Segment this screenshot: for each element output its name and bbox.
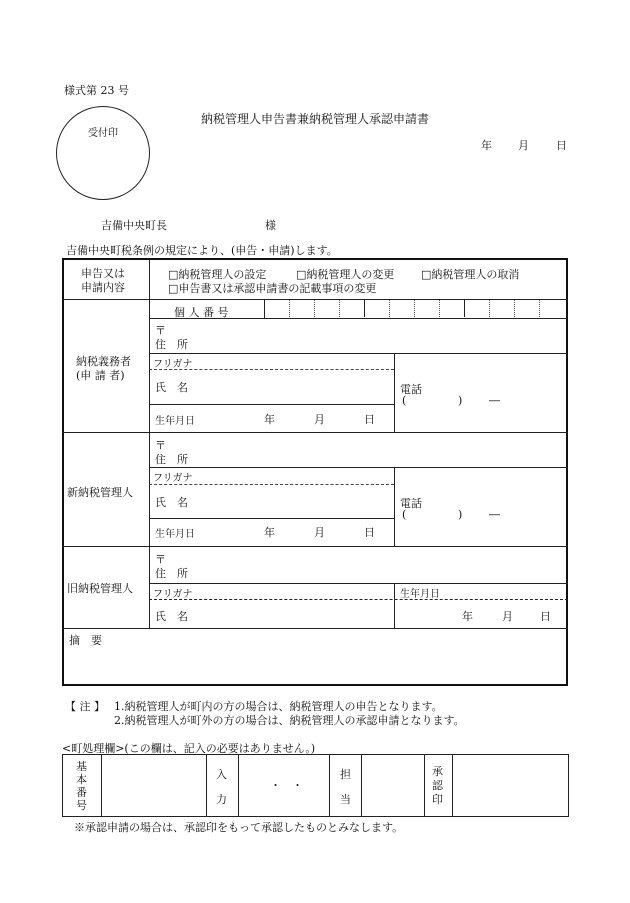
new-agent-phone-open: (	[402, 508, 407, 521]
taxpayer-label-1: 納税義務者	[76, 355, 131, 368]
footnote: ※承認申請の場合は、承認印をもって承認したものとみなします。	[74, 821, 404, 834]
option-set-agent[interactable]: □納税管理人の設定	[168, 268, 267, 281]
document-title: 納税管理人申告書兼納税管理人承認申請書	[201, 112, 430, 126]
old-agent-birth-label: 生年月日	[400, 589, 440, 600]
taxpayer-birth-year: 年	[264, 413, 275, 426]
taxpayer-birth-month: 月	[314, 413, 325, 426]
date-day: 日	[556, 139, 567, 152]
new-agent-birth-label: 生年月日	[155, 529, 195, 540]
option-change-agent[interactable]: □納税管理人の変更	[296, 268, 395, 281]
summary-label: 摘 要	[69, 634, 102, 647]
intro-text: 吉備中央町税条例の規定により、(申告・申請)します。	[66, 244, 338, 257]
reception-stamp-label: 受付印	[88, 128, 118, 139]
option-change-entries[interactable]: □申告書又は承認申請書の記載事項の変更	[168, 282, 377, 295]
input-char-1: 入	[216, 768, 227, 781]
taxpayer-birth-label: 生年月日	[155, 416, 195, 427]
input-date-dots: ・ ・	[270, 779, 303, 792]
addressee-honorific: 様	[265, 219, 276, 232]
new-agent-name-label: 氏 名	[155, 496, 188, 509]
approval-char-3: 印	[432, 793, 443, 806]
main-form-table	[62, 258, 568, 686]
old-agent-address-label: 住 所	[155, 567, 188, 580]
note-2: 2.納税管理人が町外の方の場合は、納税管理人の承認申請となります。	[114, 714, 465, 727]
taxpayer-postal-mark: 〒	[155, 324, 166, 337]
date-year: 年	[481, 139, 492, 152]
new-agent-phone-dash: ―	[489, 508, 500, 521]
old-agent-birth-day: 日	[540, 610, 551, 623]
new-agent-phone-label: 電話	[400, 497, 422, 510]
taxpayer-phone-label: 電話	[400, 383, 422, 396]
staff-char-1: 担	[340, 768, 351, 781]
taxpayer-name-label: 氏 名	[155, 381, 188, 394]
old-agent-postal-mark: 〒	[155, 553, 166, 566]
taxpayer-label-2: (申 請 者)	[76, 369, 125, 382]
new-agent-address-label: 住 所	[155, 453, 188, 466]
request-label-1: 申告又は	[81, 267, 125, 280]
basic-no-char-2: 本	[76, 773, 87, 786]
old-agent-name-label: 氏 名	[155, 610, 188, 623]
new-agent-phone-close: )	[458, 508, 463, 521]
taxpayer-phone-open: (	[402, 394, 407, 407]
old-agent-birth-year: 年	[462, 610, 473, 623]
date-month: 月	[518, 139, 529, 152]
new-agent-birth-year: 年	[264, 526, 275, 539]
basic-no-char-4: 号	[76, 799, 87, 812]
staff-char-2: 当	[340, 793, 351, 806]
old-agent-birth-month: 月	[502, 610, 513, 623]
basic-no-char-3: 番	[76, 786, 87, 799]
old-agent-label: 旧納税管理人	[67, 582, 133, 595]
office-heading: <町処理欄>(この欄は、記入の必要はありません。)	[62, 742, 316, 755]
request-label-2: 申請内容	[81, 281, 125, 294]
form-number: 様式第 23 号	[64, 84, 129, 97]
taxpayer-birth-day: 日	[364, 413, 375, 426]
notes-prefix: 【 注 】	[65, 700, 105, 713]
reception-stamp-circle	[56, 106, 150, 200]
taxpayer-address-label: 住 所	[155, 338, 188, 351]
new-agent-furigana-label: フリガナ	[153, 473, 193, 484]
input-char-2: 力	[216, 793, 227, 806]
taxpayer-phone-close: )	[458, 394, 463, 407]
taxpayer-furigana-label: フリガナ	[153, 359, 193, 370]
office-processing-table	[62, 754, 569, 817]
new-agent-label: 新納税管理人	[67, 486, 133, 499]
old-agent-furigana-label: フリガナ	[153, 589, 193, 600]
approval-char-2: 認	[432, 779, 443, 792]
taxpayer-phone-dash: ―	[489, 394, 500, 407]
new-agent-postal-mark: 〒	[155, 439, 166, 452]
note-1: 1.納税管理人が町内の方の場合は、納税管理人の申告となります。	[114, 700, 443, 713]
addressee-mayor: 吉備中央町長	[101, 219, 167, 232]
basic-no-char-1: 基	[76, 760, 87, 773]
option-cancel-agent[interactable]: □納税管理人の取消	[421, 268, 520, 281]
new-agent-birth-day: 日	[364, 526, 375, 539]
my-number-field[interactable]	[264, 300, 568, 318]
my-number-label: 個 人 番 号	[174, 306, 229, 319]
approval-char-1: 承	[432, 765, 443, 778]
new-agent-birth-month: 月	[314, 526, 325, 539]
